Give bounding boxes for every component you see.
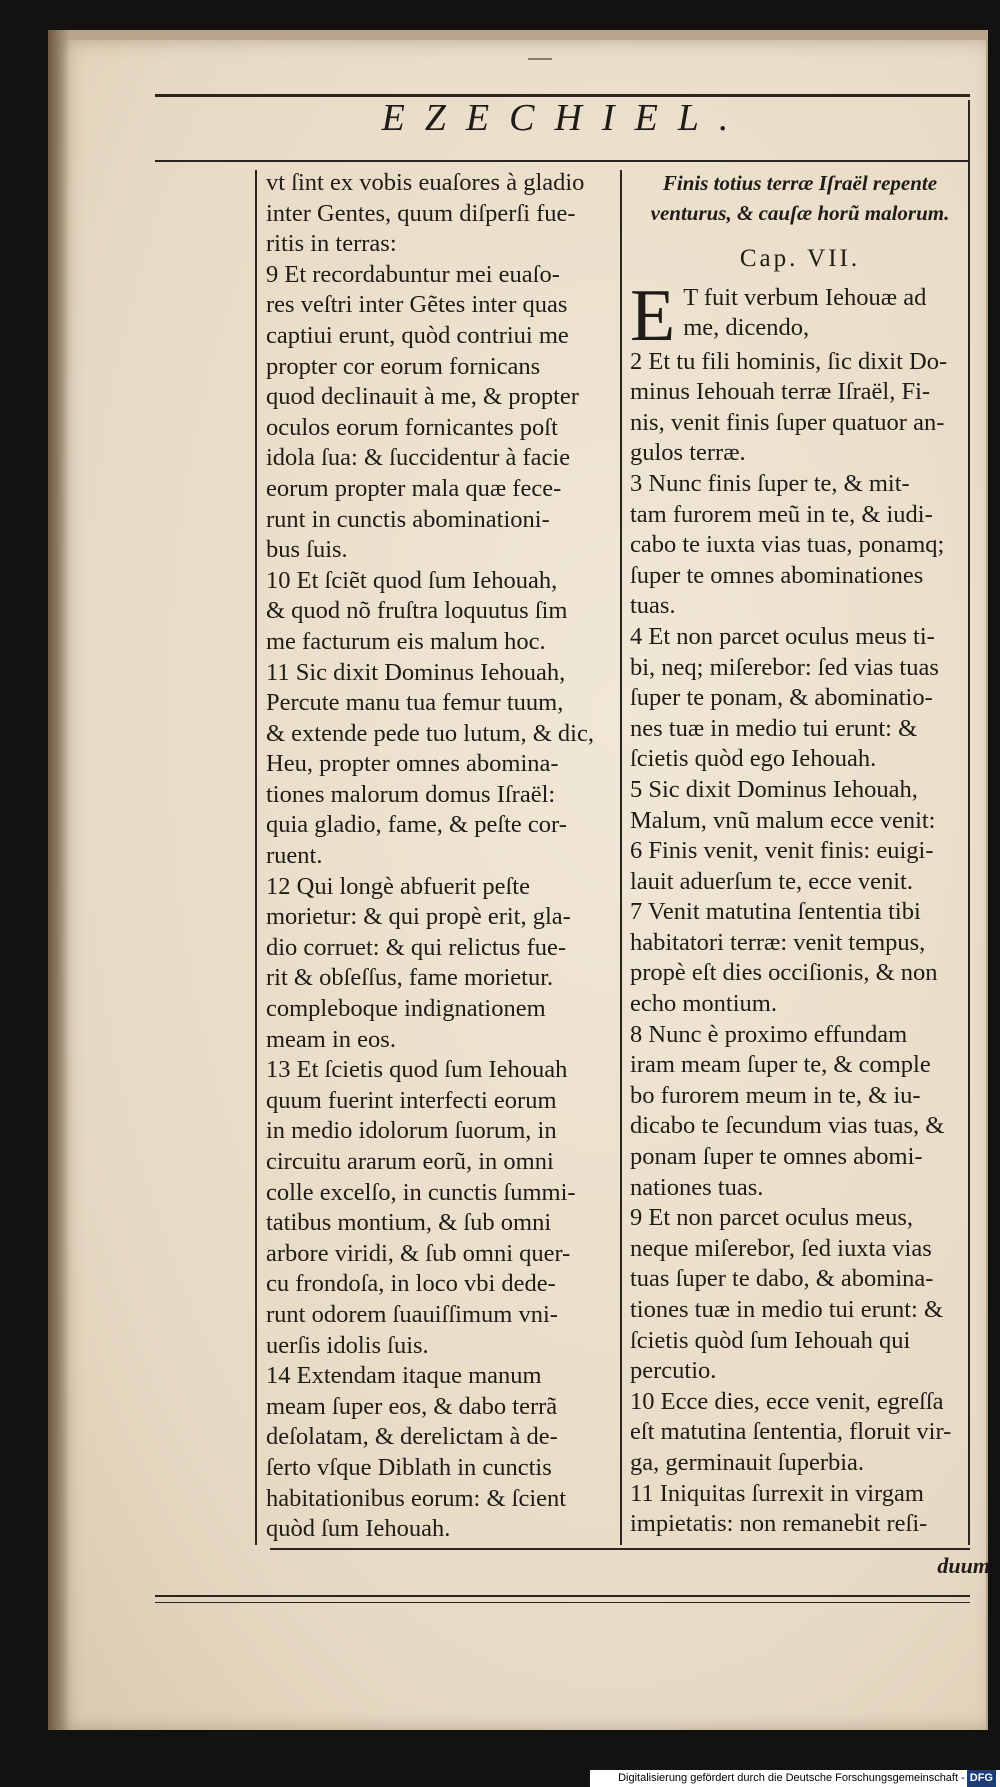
text-line: nationes tuas.	[630, 1173, 764, 1201]
text-line: eſt matutina ſententia, floruit vir-	[630, 1418, 952, 1446]
page-gutter	[48, 30, 70, 1730]
header-rule-bottom	[155, 160, 970, 162]
text-line: 13 Et ſcietis quod ſum Iehouah	[266, 1056, 568, 1084]
right-column	[630, 168, 970, 1540]
text-line: circuitu ararum eorũ, in omni	[266, 1148, 554, 1175]
text-line: tiones malorum domus Iſraël:	[266, 780, 556, 808]
text-line: compleboque indignationem	[266, 995, 546, 1023]
chapter-opening	[630, 274, 970, 357]
text-line: 5 Sic dixit Dominus Iehouah,	[630, 775, 918, 803]
text-line: deſolatam, & derelictam à de-	[266, 1423, 558, 1451]
right-column-text	[630, 347, 970, 1540]
text-line: echo montium.	[630, 990, 777, 1018]
text-line: res veſtri inter Gẽtes inter quas	[266, 291, 568, 319]
text-line: bus ſuis.	[266, 536, 348, 564]
text-line: gulos terræ.	[630, 439, 746, 467]
text-line: tuas.	[630, 592, 676, 620]
digitization-footer	[590, 1770, 1000, 1787]
text-line: 9 Et recordabuntur mei euaſo-	[266, 260, 560, 288]
text-line: tatibus montium, & ſub omni	[266, 1209, 552, 1237]
text-line: 9 Et non parcet oculus meus,	[630, 1204, 914, 1232]
dfg-logo: DFG	[967, 1770, 996, 1787]
text-line: runt odorem ſuauiſſimum vni-	[266, 1300, 558, 1328]
text-line: iram meam ſuper te, & comple	[630, 1051, 931, 1079]
text-line: cu frondoſa, in loco vbi dede-	[266, 1270, 556, 1298]
text-line: lauit aduerſum te, ecce venit.	[630, 867, 913, 895]
text-line: 3 Nunc finis ſuper te, & mit-	[630, 469, 910, 497]
text-line: 10 Et ſciẽt quod ſum Iehouah,	[266, 566, 558, 594]
chapter-heading: Cap. VII.	[739, 245, 861, 272]
text-line: 14 Extendam itaque manum	[266, 1362, 542, 1390]
text-line: Percute manu tua femur tuum,	[266, 689, 564, 717]
text-line: bi, neq; miſerebor: ſed vias tuas	[630, 653, 939, 681]
text-line: vt ſint ex vobis euaſores à gladio	[266, 169, 585, 196]
text-line: nes tuæ in medio tui erunt: &	[630, 714, 918, 742]
text-line: 7 Venit matutina ſententia tibi	[630, 898, 921, 926]
page-mark	[528, 58, 552, 60]
text-line: ſerto vſque Diblath in cunctis	[266, 1453, 552, 1481]
text-line: arbore viridi, & ſub omni quer-	[266, 1239, 571, 1267]
text-line: quia gladio, fame, & peſte cor-	[266, 811, 567, 839]
text-line: ruent.	[266, 842, 323, 870]
text-line: minus Iehouah terræ Iſraël, Fi-	[630, 378, 931, 406]
text-line: ritis in terras:	[266, 230, 397, 258]
text-line: rit & obſeſſus, fame morietur.	[266, 964, 554, 992]
chapter-summary-line: venturus, & cauſæ horũ malorum.	[650, 201, 950, 225]
text-line: dicabo te ſecundum vias tuas, &	[630, 1112, 945, 1140]
text-line: 10 Ecce dies, ecce venit, egreſſa	[630, 1387, 944, 1415]
text-line: ga, germinauit ſuperbia.	[630, 1448, 865, 1476]
footer-text: Digitalisierung gefördert durch die Deutsche Forschungsgemeinschaft -	[618, 1772, 965, 1784]
text-line: & extende pede tuo lutum, & dic,	[266, 719, 594, 747]
left-column	[266, 168, 626, 1545]
text-line: me, dicendo,	[683, 314, 810, 342]
text-line: 12 Qui longè abfuerit peſte	[266, 872, 530, 900]
text-line: 6 Finis venit, venit finis: euigi-	[630, 837, 934, 865]
text-line: colle excelſo, in cunctis ſummi-	[266, 1178, 576, 1206]
text-line: tam furorem meũ in te, & iudi-	[630, 500, 933, 528]
text-line: ſuper te omnes abominationes	[630, 561, 924, 589]
text-line: idola ſua: & ſuccidentur à facie	[266, 444, 571, 472]
text-line: quum fuerint interfecti eorum	[266, 1086, 557, 1114]
text-line: Heu, propter omnes abomina-	[266, 750, 559, 778]
text-line: T fuit verbum Iehouæ ad	[683, 283, 927, 311]
text-line: eorum propter mala quæ fece-	[266, 474, 562, 502]
text-line: tuas ſuper te dabo, & abomina-	[630, 1265, 934, 1293]
text-line: quod declinauit à me, & propter	[266, 383, 579, 411]
text-line: morietur: & qui propè erit, gla-	[266, 903, 571, 931]
chapter-summary-line: Finis totius terræ Iſraël repente	[662, 171, 938, 195]
text-line: ſuper te ponam, & abominatio-	[630, 684, 933, 712]
text-line: impietatis: non remanebit reſi-	[630, 1510, 928, 1538]
text-line: & quod nõ fruſtra loquutus ſim	[266, 597, 568, 625]
text-line: runt in cunctis abominationi-	[266, 505, 550, 533]
text-line: 2 Et tu fili hominis, ſic dixit Do-	[630, 347, 948, 375]
text-line: ſcietis quòd ego Iehouah.	[630, 745, 877, 773]
text-line: quòd ſum Iehouah.	[266, 1515, 451, 1543]
text-line: Malum, vnũ malum ecce venit:	[630, 806, 936, 834]
text-line: ponam ſuper te omnes abomi-	[630, 1143, 923, 1171]
text-line: tiones tuæ in medio tui erunt: &	[630, 1296, 944, 1323]
text-line: neque miſerebor, ſed iuxta vias	[630, 1234, 932, 1262]
frame-left-rule	[255, 170, 257, 1545]
footer-rule-2	[155, 1595, 970, 1597]
text-line: meam in eos.	[266, 1025, 396, 1053]
text-line: uerſis idolis ſuis.	[266, 1331, 429, 1359]
text-line: oculos eorum fornicantes poſt	[266, 413, 558, 441]
text-line: nis, venit finis ſuper quatuor an-	[630, 408, 945, 436]
page-title: EZECHIEL.	[381, 97, 749, 139]
text-line: captiui erunt, quòd contriui me	[266, 321, 569, 349]
left-column-text	[266, 168, 626, 1545]
text-line: inter Gentes, quum diſperſi fue-	[266, 199, 576, 227]
catchword: duum	[937, 1553, 990, 1578]
text-line: propter cor eorum fornicans	[266, 352, 541, 380]
text-line: habitatori terræ: venit tempus,	[630, 928, 926, 956]
text-line: 4 Et non parcet oculus meus ti-	[630, 622, 935, 650]
text-line: in medio idolorum ſuorum, in	[266, 1117, 557, 1145]
text-line: bo furorem meum in te, & iu-	[630, 1081, 921, 1109]
text-line: percutio.	[630, 1357, 717, 1385]
footer-rule-3	[155, 1602, 970, 1603]
text-line: habitationibus eorum: & ſcient	[266, 1484, 567, 1512]
text-line: cabo te iuxta vias tuas, ponamq;	[630, 531, 945, 559]
text-line: dio corruet: & qui relictus fue-	[266, 933, 567, 961]
drop-cap: E	[630, 274, 676, 357]
text-line: ſcietis quòd ſum Iehouah qui	[630, 1326, 911, 1354]
text-line: me facturum eis malum hoc.	[266, 627, 546, 655]
text-line: 8 Nunc è proximo effundam	[630, 1020, 908, 1048]
text-line: meam ſuper eos, & dabo terrã	[266, 1392, 558, 1420]
footer-rule-1	[270, 1548, 970, 1550]
text-line: 11 Sic dixit Dominus Iehouah,	[266, 658, 566, 686]
text-line: 11 Iniquitas ſurrexit in virgam	[630, 1479, 924, 1507]
text-line: propè eſt dies occiſionis, & non	[630, 959, 938, 987]
